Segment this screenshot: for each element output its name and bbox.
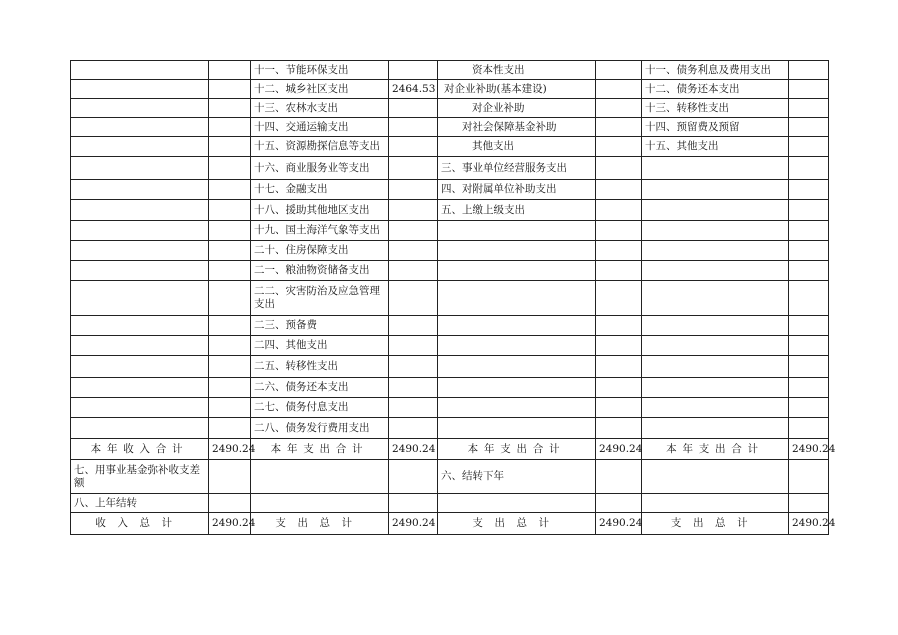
- expense-category-label: 二五、转移性支出: [251, 356, 389, 378]
- cell: [596, 261, 642, 281]
- expense-total-value-2: 2490.24: [596, 439, 642, 460]
- cell: [789, 180, 829, 200]
- expense-category-value: [389, 261, 438, 281]
- table-row: [71, 261, 829, 281]
- expense-category-label: 十八、援助其他地区支出: [251, 200, 389, 221]
- cell: [209, 80, 251, 99]
- expense-category-value: [389, 200, 438, 221]
- table-row: [71, 200, 829, 221]
- budget-table: [70, 60, 836, 535]
- expense-total-value-1: 2490.24: [389, 439, 438, 460]
- economic-category-label: 三、事业单位经营服务支出: [438, 157, 596, 180]
- cell: [251, 460, 389, 494]
- expense-category-value: [389, 61, 438, 80]
- govt-economic-category-label: [642, 241, 789, 261]
- cell: [642, 460, 789, 494]
- table-body: [71, 61, 836, 535]
- table-row: [71, 398, 829, 418]
- expense-category-value: [389, 281, 438, 316]
- expense-category-value: 2464.53: [389, 80, 438, 99]
- cell: [71, 398, 209, 418]
- expense-category-label: 十五、资源勘探信息等支出: [251, 137, 389, 157]
- cell: [789, 418, 829, 439]
- cell: [789, 378, 829, 398]
- cell: [596, 418, 642, 439]
- cell: [596, 118, 642, 137]
- cell: [789, 398, 829, 418]
- cell: [596, 336, 642, 356]
- carry-forward-label: 六、结转下年: [438, 460, 596, 494]
- expense-grand-total-value-1: 2490.24: [389, 513, 438, 535]
- cell: [209, 356, 251, 378]
- cell: [209, 281, 251, 316]
- economic-category-label: 四、对附属单位补助支出: [438, 180, 596, 200]
- economic-category-label: [438, 336, 596, 356]
- govt-economic-category-label: [642, 200, 789, 221]
- table-row: [71, 180, 829, 200]
- economic-category-label: [438, 241, 596, 261]
- cell: [789, 336, 829, 356]
- economic-category-label: 资本性支出: [438, 61, 596, 80]
- expense-grand-total-label-3: 支出总计: [642, 513, 789, 535]
- cell: [71, 200, 209, 221]
- cell: [596, 99, 642, 118]
- cell: [71, 180, 209, 200]
- cell: [789, 137, 829, 157]
- expense-grand-total-value-2: 2490.24: [596, 513, 642, 535]
- expense-category-value: [389, 157, 438, 180]
- expense-category-label: 二八、债务发行费用支出: [251, 418, 389, 439]
- expense-category-value: [389, 137, 438, 157]
- table-row: [71, 61, 829, 80]
- cell: [209, 378, 251, 398]
- cell: [789, 80, 829, 99]
- cell: [209, 61, 251, 80]
- economic-category-label: [438, 356, 596, 378]
- cell: [209, 157, 251, 180]
- govt-economic-category-label: 十五、其他支出: [642, 137, 789, 157]
- expense-category-value: [389, 378, 438, 398]
- cell: [71, 316, 209, 336]
- expense-category-label: 十九、国土海洋气象等支出: [251, 221, 389, 241]
- table-row: [71, 118, 829, 137]
- grand-total-row: [71, 513, 829, 535]
- table-row: [71, 316, 829, 336]
- prev-year-row: [71, 494, 829, 513]
- cell: [209, 460, 251, 494]
- expense-category-label: 十二、城乡社区支出: [251, 80, 389, 99]
- economic-category-label: 对企业补助(基本建设): [438, 80, 596, 99]
- cell: [209, 221, 251, 241]
- cell: [71, 356, 209, 378]
- table-row: [71, 378, 829, 398]
- cell: [209, 180, 251, 200]
- expense-category-label: 十三、农林水支出: [251, 99, 389, 118]
- govt-economic-category-label: [642, 378, 789, 398]
- expense-category-value: [389, 241, 438, 261]
- table-row: [71, 281, 829, 316]
- cell: [71, 241, 209, 261]
- economic-category-label: [438, 418, 596, 439]
- cell: [789, 460, 829, 494]
- cell: [596, 316, 642, 336]
- cell: [596, 494, 642, 513]
- table-row: [71, 241, 829, 261]
- cell: [596, 200, 642, 221]
- govt-economic-category-label: [642, 336, 789, 356]
- economic-category-label: [438, 221, 596, 241]
- expense-category-label: 二六、债务还本支出: [251, 378, 389, 398]
- govt-economic-category-label: [642, 157, 789, 180]
- economic-category-label: 其他支出: [438, 137, 596, 157]
- income-grand-total-value: 2490.24: [209, 513, 251, 535]
- expense-category-label: 二十、住房保障支出: [251, 241, 389, 261]
- cell: [71, 336, 209, 356]
- expense-category-label: 二四、其他支出: [251, 336, 389, 356]
- table-row: [71, 157, 829, 180]
- cell: [596, 460, 642, 494]
- income-total-label: 本年收入合计: [71, 439, 209, 460]
- cell: [596, 241, 642, 261]
- cell: [596, 398, 642, 418]
- cell: [71, 137, 209, 157]
- cell: [789, 494, 829, 513]
- cell: [438, 494, 596, 513]
- expense-total-label-1: 本年支出合计: [251, 439, 389, 460]
- expense-grand-total-value-3: 2490.24: [789, 513, 829, 535]
- cell: [642, 494, 789, 513]
- cell: [209, 494, 251, 513]
- fund-label: 七、用事业基金弥补收支差额: [71, 460, 209, 494]
- cell: [596, 80, 642, 99]
- govt-economic-category-label: [642, 356, 789, 378]
- govt-economic-category-label: 十三、转移性支出: [642, 99, 789, 118]
- cell: [789, 356, 829, 378]
- economic-category-label: [438, 316, 596, 336]
- expense-category-value: [389, 118, 438, 137]
- expense-grand-total-label-1: 支出总计: [251, 513, 389, 535]
- totals-year-row: [71, 439, 829, 460]
- cell: [209, 99, 251, 118]
- cell: [71, 261, 209, 281]
- income-grand-total-label: 收入总计: [71, 513, 209, 535]
- cell: [789, 61, 829, 80]
- expense-total-label-3: 本年支出合计: [642, 439, 789, 460]
- govt-economic-category-label: [642, 281, 789, 316]
- cell: [789, 118, 829, 137]
- govt-economic-category-label: [642, 261, 789, 281]
- cell: [596, 356, 642, 378]
- expense-category-value: [389, 418, 438, 439]
- prev-year-label: 八、上年结转: [71, 494, 209, 513]
- cell: [596, 221, 642, 241]
- cell: [596, 61, 642, 80]
- cell: [251, 494, 389, 513]
- cell: [596, 137, 642, 157]
- cell: [389, 460, 438, 494]
- cell: [209, 241, 251, 261]
- expense-category-value: [389, 99, 438, 118]
- expense-grand-total-label-2: 支出总计: [438, 513, 596, 535]
- cell: [596, 157, 642, 180]
- govt-economic-category-label: [642, 316, 789, 336]
- cell: [596, 180, 642, 200]
- govt-economic-category-label: [642, 398, 789, 418]
- expense-category-label: 十六、商业服务业等支出: [251, 157, 389, 180]
- govt-economic-category-label: 十二、债务还本支出: [642, 80, 789, 99]
- expense-category-label: 二二、灾害防治及应急管理支出: [251, 281, 389, 316]
- economic-category-label: [438, 281, 596, 316]
- cell: [71, 99, 209, 118]
- cell: [71, 157, 209, 180]
- cell: [71, 281, 209, 316]
- cell: [209, 137, 251, 157]
- table-row: [71, 336, 829, 356]
- economic-category-label: [438, 261, 596, 281]
- cell: [596, 378, 642, 398]
- expense-category-value: [389, 221, 438, 241]
- cell: [209, 261, 251, 281]
- fund-row: [71, 460, 829, 494]
- economic-category-label: 对社会保障基金补助: [438, 118, 596, 137]
- cell: [209, 118, 251, 137]
- income-total-value: 2490.24: [209, 439, 251, 460]
- cell: [209, 336, 251, 356]
- expense-category-label: 十七、金融支出: [251, 180, 389, 200]
- cell: [789, 316, 829, 336]
- economic-category-label: 五、上缴上级支出: [438, 200, 596, 221]
- cell: [71, 118, 209, 137]
- cell: [209, 398, 251, 418]
- expense-category-label: 二七、债务付息支出: [251, 398, 389, 418]
- cell: [789, 157, 829, 180]
- cell: [389, 494, 438, 513]
- expense-category-value: [389, 398, 438, 418]
- expense-category-label: 二三、预备费: [251, 316, 389, 336]
- table-row: [71, 221, 829, 241]
- cell: [789, 99, 829, 118]
- govt-economic-category-label: 十一、债务利息及费用支出: [642, 61, 789, 80]
- economic-category-label: [438, 378, 596, 398]
- table-row: [71, 356, 829, 378]
- govt-economic-category-label: [642, 221, 789, 241]
- cell: [71, 221, 209, 241]
- cell: [209, 418, 251, 439]
- table-row: [71, 80, 829, 99]
- table-row: [71, 418, 829, 439]
- govt-economic-category-label: [642, 418, 789, 439]
- table-row: [71, 99, 829, 118]
- expense-total-value-3: 2490.24: [789, 439, 829, 460]
- expense-category-label: 十四、交通运输支出: [251, 118, 389, 137]
- expense-total-label-2: 本年支出合计: [438, 439, 596, 460]
- expense-category-value: [389, 356, 438, 378]
- economic-category-label: 对企业补助: [438, 99, 596, 118]
- cell: [789, 261, 829, 281]
- expense-category-label: 二一、粮油物资储备支出: [251, 261, 389, 281]
- expense-category-value: [389, 180, 438, 200]
- cell: [789, 241, 829, 261]
- cell: [789, 221, 829, 241]
- expense-category-value: [389, 336, 438, 356]
- cell: [209, 200, 251, 221]
- expense-category-value: [389, 316, 438, 336]
- economic-category-label: [438, 398, 596, 418]
- govt-economic-category-label: [642, 180, 789, 200]
- cell: [596, 281, 642, 316]
- govt-economic-category-label: 十四、预留费及预留: [642, 118, 789, 137]
- cell: [789, 281, 829, 316]
- table-row: [71, 137, 829, 157]
- cell: [71, 61, 209, 80]
- cell: [71, 418, 209, 439]
- cell: [71, 378, 209, 398]
- cell: [71, 80, 209, 99]
- cell: [209, 316, 251, 336]
- expense-category-label: 十一、节能环保支出: [251, 61, 389, 80]
- cell: [789, 200, 829, 221]
